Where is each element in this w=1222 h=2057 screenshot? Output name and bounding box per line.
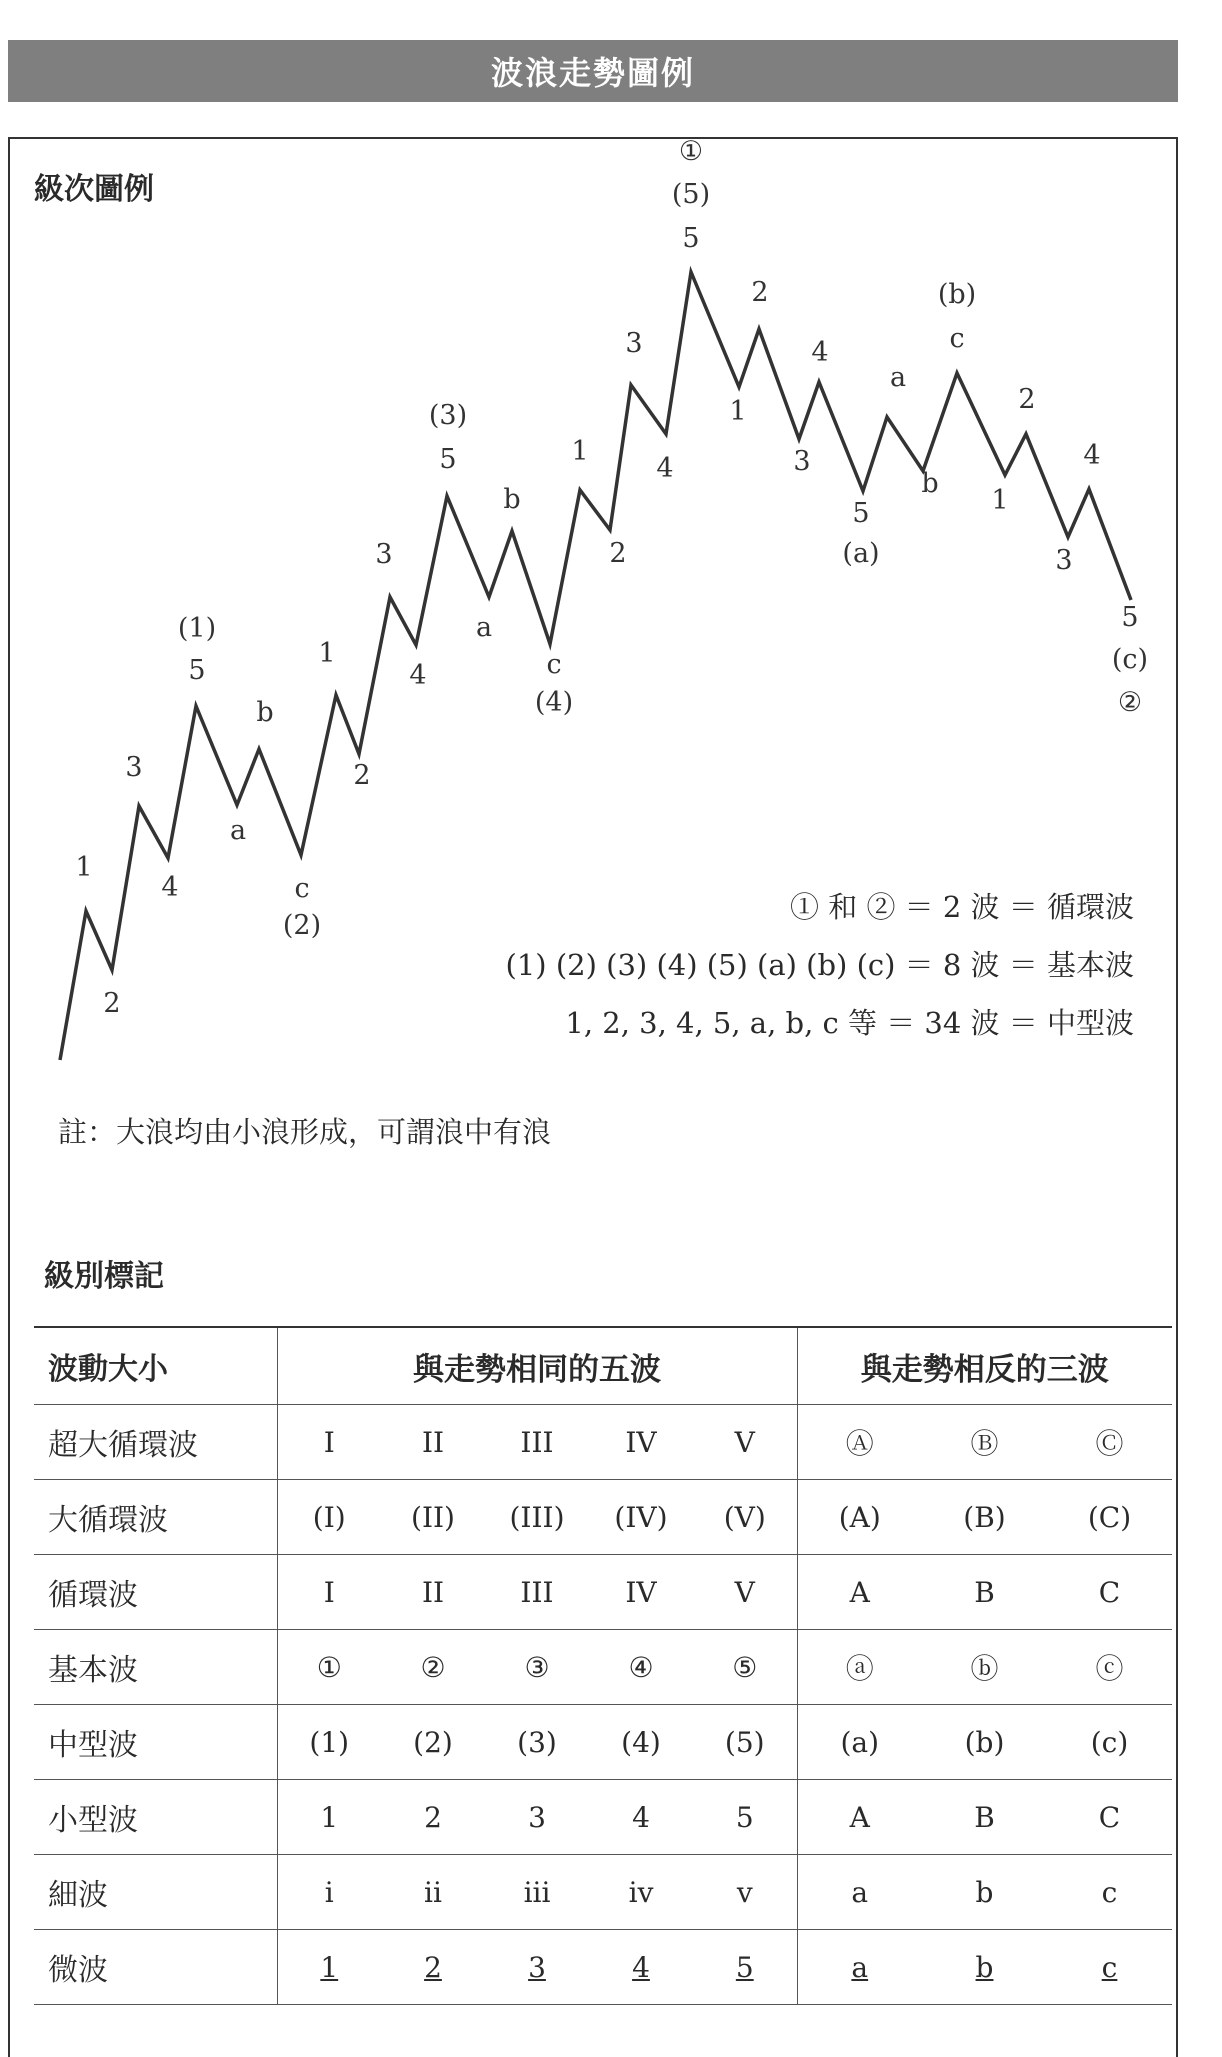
table-row: [34, 1780, 1172, 1855]
corrective-cell: B: [922, 1780, 1047, 1855]
impulse-cell: IV: [589, 1405, 693, 1480]
degree-name-cell: 基本波: [34, 1630, 277, 1705]
wave-label: c: [949, 323, 965, 354]
legend-intermediate: 1, 2, 3, 4, 5, a, b, c 等 ＝ 34 波 ＝ 中型波: [565, 1006, 1134, 1040]
wave-label: a: [889, 362, 907, 393]
impulse-cell: 5: [693, 1780, 797, 1855]
wave-label: 5: [852, 498, 870, 529]
wave-label: c: [294, 873, 310, 904]
wave-label: 4: [1083, 440, 1101, 471]
impulse-cell: (1): [277, 1705, 381, 1780]
degree-name-cell: 超大循環波: [34, 1405, 277, 1480]
page-title: 波浪走勢圖例: [8, 40, 1178, 102]
header-impulse: 與走勢相同的五波: [277, 1327, 797, 1405]
impulse-cell: 3: [485, 1930, 589, 2005]
table-row: [34, 1555, 1172, 1630]
wave-label: 2: [609, 538, 627, 569]
impulse-cell: (I): [277, 1480, 381, 1555]
wave-label: 5: [682, 223, 700, 254]
impulse-cell: ②: [381, 1630, 485, 1705]
impulse-cell: ①: [277, 1630, 381, 1705]
table-row: [34, 1480, 1172, 1555]
impulse-cell: V: [693, 1555, 797, 1630]
wave-label: (5): [671, 179, 711, 210]
wave-label: 1: [991, 485, 1009, 516]
impulse-cell: 4: [589, 1780, 693, 1855]
wave-label: b: [256, 697, 274, 728]
wave-label: (4): [534, 687, 574, 718]
impulse-cell: 4: [589, 1930, 693, 2005]
impulse-cell: II: [381, 1405, 485, 1480]
wave-line: [60, 272, 1131, 1060]
corrective-cell: ⓒ: [1047, 1630, 1172, 1705]
wave-label: (c): [1111, 644, 1149, 675]
corrective-cell: Ⓑ: [922, 1405, 1047, 1480]
wave-label: 3: [625, 328, 643, 359]
wave-label: b: [921, 468, 939, 499]
impulse-cell: (2): [381, 1705, 485, 1780]
impulse-cell: iv: [589, 1855, 693, 1930]
corrective-cell: (C): [1047, 1480, 1172, 1555]
corrective-cell: ⓐ: [797, 1630, 922, 1705]
impulse-cell: i: [277, 1855, 381, 1930]
wave-label: 3: [1055, 545, 1073, 576]
degree-name-cell: 微波: [34, 1930, 277, 2005]
degree-name-cell: 小型波: [34, 1780, 277, 1855]
wave-label: (2): [282, 910, 322, 941]
corrective-cell: C: [1047, 1780, 1172, 1855]
wave-label: a: [229, 815, 247, 846]
wave-label: 1: [571, 436, 589, 467]
impulse-cell: IV: [589, 1555, 693, 1630]
table-row: [34, 1705, 1172, 1780]
corrective-cell: (c): [1047, 1705, 1172, 1780]
wave-label: (b): [937, 279, 977, 310]
wave-label: 5: [188, 655, 206, 686]
wave-label: 4: [656, 453, 674, 484]
wave-label: 2: [751, 277, 769, 308]
header-degree: 波動大小: [34, 1327, 277, 1405]
wave-label: 4: [811, 337, 829, 368]
wave-label: c: [546, 649, 562, 680]
corrective-cell: (a): [797, 1705, 922, 1780]
impulse-cell: iii: [485, 1855, 589, 1930]
impulse-cell: III: [485, 1405, 589, 1480]
corrective-cell: A: [797, 1780, 922, 1855]
wave-label: 2: [1018, 384, 1036, 415]
impulse-cell: V: [693, 1405, 797, 1480]
corrective-cell: ⓑ: [922, 1630, 1047, 1705]
impulse-cell: III: [485, 1555, 589, 1630]
impulse-cell: ii: [381, 1855, 485, 1930]
degree-name-cell: 細波: [34, 1855, 277, 1930]
impulse-cell: I: [277, 1405, 381, 1480]
corrective-cell: B: [922, 1555, 1047, 1630]
table-title: 級別標記: [44, 1259, 164, 1294]
impulse-cell: (III): [485, 1480, 589, 1555]
note-text: 註：大浪均由小浪形成，可謂浪中有浪: [58, 1115, 552, 1149]
impulse-cell: ③: [485, 1630, 589, 1705]
legend-cycle: ① 和 ② ＝ 2 波 ＝ 循環波: [790, 890, 1134, 924]
wave-label: 3: [125, 752, 143, 783]
corrective-cell: b: [922, 1930, 1047, 2005]
corrective-cell: a: [797, 1855, 922, 1930]
impulse-cell: ④: [589, 1630, 693, 1705]
corrective-cell: (b): [922, 1705, 1047, 1780]
table-header-row: [34, 1327, 1172, 1405]
wave-label: 5: [439, 444, 457, 475]
impulse-cell: I: [277, 1555, 381, 1630]
wave-label: a: [475, 612, 493, 643]
wave-label: (a): [842, 538, 880, 569]
impulse-cell: v: [693, 1855, 797, 1930]
impulse-cell: (4): [589, 1705, 693, 1780]
wave-label: 3: [793, 446, 811, 477]
impulse-cell: II: [381, 1555, 485, 1630]
impulse-cell: 2: [381, 1930, 485, 2005]
impulse-cell: (IV): [589, 1480, 693, 1555]
table-row: [34, 1405, 1172, 1480]
diagram-title: 級次圖例: [34, 172, 154, 207]
wave-label: 1: [729, 396, 747, 427]
wave-label: 4: [161, 872, 179, 903]
impulse-cell: (3): [485, 1705, 589, 1780]
degree-name-cell: 大循環波: [34, 1480, 277, 1555]
degree-name-cell: 循環波: [34, 1555, 277, 1630]
header-corrective: 與走勢相反的三波: [797, 1327, 1172, 1405]
corrective-cell: Ⓒ: [1047, 1405, 1172, 1480]
impulse-cell: (5): [693, 1705, 797, 1780]
wave-label: (1): [177, 613, 217, 644]
corrective-cell: a: [797, 1930, 922, 2005]
wave-label: 2: [103, 988, 121, 1019]
impulse-cell: 1: [277, 1780, 381, 1855]
impulse-cell: (II): [381, 1480, 485, 1555]
corrective-cell: c: [1047, 1855, 1172, 1930]
impulse-cell: (V): [693, 1480, 797, 1555]
impulse-cell: 3: [485, 1780, 589, 1855]
wave-label: (3): [428, 400, 468, 431]
wave-label: 1: [318, 638, 336, 669]
wave-label: 4: [409, 660, 427, 691]
wave-label: b: [503, 484, 521, 515]
wave-label: ②: [1117, 687, 1143, 718]
wave-label: 5: [1121, 602, 1139, 633]
table-row: [34, 1930, 1172, 2005]
table-row: [34, 1630, 1172, 1705]
legend-primary: (1) (2) (3) (4) (5) (a) (b) (c) ＝ 8 波 ＝ 基本波: [505, 948, 1134, 982]
corrective-cell: (B): [922, 1480, 1047, 1555]
corrective-cell: A: [797, 1555, 922, 1630]
corrective-cell: c: [1047, 1930, 1172, 2005]
corrective-cell: C: [1047, 1555, 1172, 1630]
corrective-cell: b: [922, 1855, 1047, 1930]
impulse-cell: 5: [693, 1930, 797, 2005]
impulse-cell: ⑤: [693, 1630, 797, 1705]
corrective-cell: (A): [797, 1480, 922, 1555]
corrective-cell: Ⓐ: [797, 1405, 922, 1480]
wave-label: 1: [75, 852, 93, 883]
wave-label: ①: [678, 136, 704, 167]
wave-label: 2: [353, 760, 371, 791]
wave-label: 3: [375, 539, 393, 570]
impulse-cell: 2: [381, 1780, 485, 1855]
degree-name-cell: 中型波: [34, 1705, 277, 1780]
degree-table: [34, 1326, 1172, 2005]
impulse-cell: 1: [277, 1930, 381, 2005]
table-row: [34, 1855, 1172, 1930]
